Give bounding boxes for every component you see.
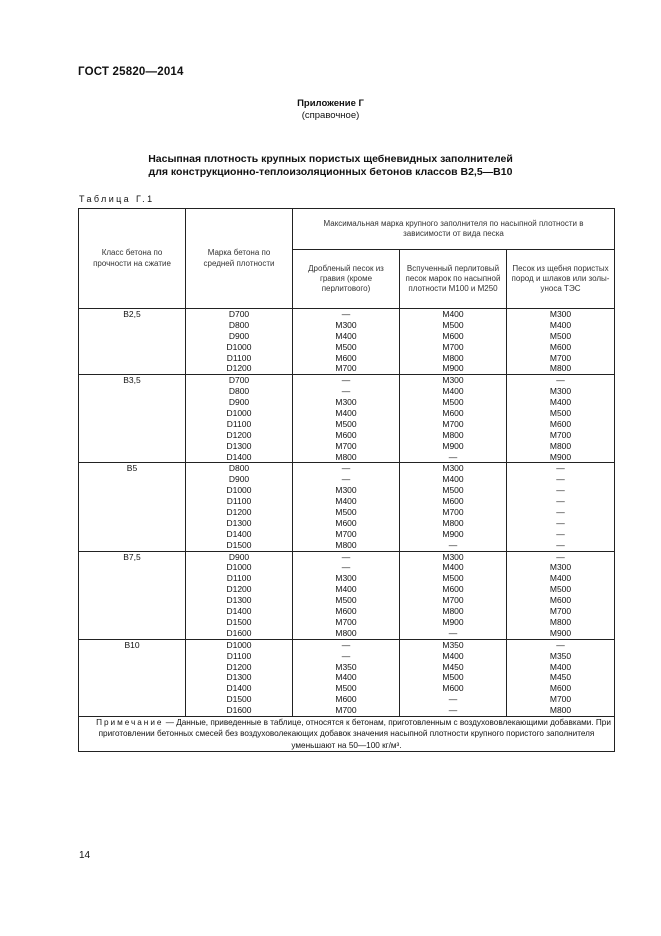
page-number: 14 xyxy=(79,850,91,861)
aggregate-value: М400 xyxy=(549,573,572,584)
aggregate-value: — xyxy=(448,694,458,705)
aggregate-value: М500 xyxy=(442,485,464,496)
aggregate-value: М400 xyxy=(549,397,572,408)
grade-value: D700 xyxy=(228,309,250,319)
header-class xyxy=(79,209,186,309)
aggregate-value: М800 xyxy=(549,440,572,451)
aggregate-value: М400 xyxy=(442,650,464,661)
header-max-grade-text: Максимальная марка крупного заполнителя по насыпной плотности в зависимости от вида песка xyxy=(323,218,584,238)
note-prefix: Примечание xyxy=(96,717,164,727)
table-row xyxy=(79,463,615,551)
grade-value: D1200 xyxy=(226,584,252,595)
header-sand-crushed-text: Дробленый песок из гравия (кроме перлитового) xyxy=(308,263,384,294)
aggregate-value: М500 xyxy=(442,573,464,584)
sand-porous-cell xyxy=(507,375,615,463)
aggregate-value: М300 xyxy=(442,375,464,386)
header-sand-porous xyxy=(507,250,615,309)
aggregate-value: М400 xyxy=(335,408,357,419)
header-grade xyxy=(186,209,293,309)
sand-perlite-cell-lines xyxy=(400,552,506,639)
aggregate-value: М800 xyxy=(549,705,572,716)
aggregate-value: — xyxy=(556,551,565,562)
sand-crushed-cell-lines xyxy=(293,463,399,550)
sand-perlite-cell-lines xyxy=(400,463,506,550)
sand-perlite-cell-lines xyxy=(400,640,506,716)
grade-value: D1000 xyxy=(226,408,252,419)
aggregate-value: М800 xyxy=(335,627,357,638)
header-sand-crushed xyxy=(293,250,400,309)
aggregate-value: М900 xyxy=(442,528,464,539)
aggregate-value: М600 xyxy=(549,341,572,352)
aggregate-value: М900 xyxy=(442,440,464,451)
sand-porous-cell xyxy=(507,309,615,375)
aggregate-value: М700 xyxy=(335,705,357,716)
aggregate-value: М700 xyxy=(549,694,572,705)
aggregate-value: — xyxy=(556,528,565,539)
grade-value: D1300 xyxy=(226,440,252,451)
sand-porous-cell-lines xyxy=(507,309,614,374)
aggregate-value: М500 xyxy=(549,330,572,341)
sand-crushed-cell xyxy=(293,463,400,551)
header-max-grade xyxy=(293,209,615,250)
grade-value: D1400 xyxy=(226,606,252,617)
aggregate-value: М600 xyxy=(442,496,464,507)
aggregate-value: М500 xyxy=(335,595,357,606)
grade-value: D900 xyxy=(228,551,250,562)
aggregate-value: М800 xyxy=(335,539,357,550)
aggregate-value: М300 xyxy=(335,573,357,584)
document-code: ГОСТ 25820—2014 xyxy=(78,66,184,78)
grade-value: D800 xyxy=(228,386,250,397)
sand-perlite-cell-lines xyxy=(400,309,506,374)
header-sand-porous-text: Песок из щебня пористых пород и шлаков или золы-уноса ТЭС xyxy=(511,263,610,294)
appendix-title: Приложение Г xyxy=(297,98,364,109)
sand-perlite-cell xyxy=(400,639,507,716)
header-sand-perlite-text: Вспученный перлитовый песок марок по насыпной плотности М100 и М250 xyxy=(405,263,501,294)
aggregate-value: М450 xyxy=(549,672,572,683)
aggregate-value: — xyxy=(341,639,351,650)
aggregate-value: — xyxy=(341,309,351,319)
aggregate-value: М900 xyxy=(549,451,572,462)
aggregate-value: — xyxy=(448,705,458,716)
class-cell xyxy=(79,551,186,639)
aggregate-value: М700 xyxy=(442,507,464,518)
table-label: Таблица Г.1 xyxy=(79,194,155,204)
aggregate-value: М900 xyxy=(442,616,464,627)
class-cell xyxy=(79,309,186,375)
aggregate-value: — xyxy=(556,639,565,650)
aggregate-value: — xyxy=(556,485,565,496)
grade-cell-lines xyxy=(186,375,292,462)
appendix-subtitle: (справочное) xyxy=(301,109,360,121)
aggregate-value: М700 xyxy=(442,341,464,352)
aggregate-value: М700 xyxy=(335,528,357,539)
grade-cell-lines xyxy=(186,463,292,550)
aggregate-value: М500 xyxy=(335,341,357,352)
grade-value: D1300 xyxy=(226,595,252,606)
sand-porous-cell xyxy=(507,639,615,716)
class-cell-lines xyxy=(79,640,185,651)
class-value: В10 xyxy=(124,639,140,650)
class-cell xyxy=(79,639,186,716)
grade-cell-lines xyxy=(186,552,292,639)
aggregate-value: М350 xyxy=(335,661,357,672)
sand-porous-cell xyxy=(507,551,615,639)
aggregate-value: М400 xyxy=(442,474,464,485)
aggregate-value: М800 xyxy=(335,451,357,462)
grade-value: D1300 xyxy=(226,672,252,683)
sand-perlite-cell xyxy=(400,309,507,375)
grade-value: D1000 xyxy=(226,341,252,352)
aggregate-value: М300 xyxy=(549,562,572,573)
aggregate-value: — xyxy=(556,539,565,550)
grade-value: D1600 xyxy=(226,705,252,716)
aggregate-value: — xyxy=(556,517,565,528)
aggregate-value: — xyxy=(556,507,565,518)
aggregate-value: М600 xyxy=(335,606,357,617)
grade-cell xyxy=(186,375,293,463)
aggregate-value: М700 xyxy=(549,352,572,363)
sand-perlite-cell xyxy=(400,463,507,551)
aggregate-value: М450 xyxy=(442,661,464,672)
aggregate-value: М800 xyxy=(549,616,572,627)
aggregate-value: М600 xyxy=(442,330,464,341)
class-cell-lines xyxy=(79,375,185,386)
grade-value: D1000 xyxy=(226,562,252,573)
grade-cell-lines xyxy=(186,640,292,716)
sand-crushed-cell-lines xyxy=(293,375,399,462)
aggregate-value: М500 xyxy=(442,319,464,330)
note-text: — Данные, приведенные в таблице, относятся к бетонам, приготовленным с воздухововлекающими добавками. При приготовлении бетонных смесей без воздуховолекающих добавок значения насыпной плотности крупного пористого заполнителя уменьшают на 50—100 кг/м³. xyxy=(98,717,611,750)
aggregate-value: — xyxy=(341,474,351,485)
class-value: В2,5 xyxy=(123,309,141,319)
grade-value: D1400 xyxy=(226,683,252,694)
grade-value: D1600 xyxy=(226,627,252,638)
sand-porous-cell xyxy=(507,463,615,551)
appendix-heading xyxy=(0,98,661,121)
table-row xyxy=(79,639,615,716)
aggregate-value: М500 xyxy=(335,683,357,694)
grade-value: D1400 xyxy=(226,528,252,539)
aggregate-value: М400 xyxy=(549,661,572,672)
grade-value: D800 xyxy=(228,319,250,330)
grade-value: D1100 xyxy=(226,418,252,429)
sand-crushed-cell-lines xyxy=(293,552,399,639)
aggregate-value: М300 xyxy=(549,309,572,319)
aggregate-value: М500 xyxy=(549,408,572,419)
header-grade-text: Марка бетона по средней плотности xyxy=(203,248,275,268)
grade-value: D1200 xyxy=(226,429,252,440)
grade-cell xyxy=(186,551,293,639)
grade-value: D1500 xyxy=(226,539,252,550)
sand-porous-cell-lines xyxy=(507,640,614,716)
aggregate-value: М600 xyxy=(335,694,357,705)
aggregate-value: М600 xyxy=(549,418,572,429)
grade-cell-lines xyxy=(186,309,292,374)
grade-value: D1000 xyxy=(226,485,252,496)
grade-value: D900 xyxy=(228,397,250,408)
class-value: В5 xyxy=(126,463,138,474)
aggregate-value: М600 xyxy=(335,517,357,528)
aggregate-value: М700 xyxy=(549,606,572,617)
aggregate-value: — xyxy=(448,627,458,638)
class-cell-lines xyxy=(79,552,185,563)
grade-value: D1200 xyxy=(226,507,252,518)
sand-crushed-cell xyxy=(293,551,400,639)
header-class-text: Класс бетона по прочности на сжатие xyxy=(93,248,171,268)
title-line-2: для конструкционно-теплоизоляционных бетонов классов В2,5—В10 xyxy=(148,166,513,178)
class-value: В7,5 xyxy=(123,551,141,562)
grade-value: D1200 xyxy=(226,363,252,374)
grade-value: D1500 xyxy=(226,616,252,627)
aggregate-value: М600 xyxy=(442,584,464,595)
aggregate-value: М400 xyxy=(335,496,357,507)
aggregate-value: — xyxy=(448,451,458,462)
aggregate-value: М700 xyxy=(549,429,572,440)
aggregate-value: М500 xyxy=(549,584,572,595)
table-row xyxy=(79,551,615,639)
grade-cell xyxy=(186,639,293,716)
aggregate-value: М400 xyxy=(335,672,357,683)
aggregate-value: М400 xyxy=(549,319,572,330)
aggregate-value: М400 xyxy=(442,386,464,397)
aggregate-value: М600 xyxy=(442,683,464,694)
aggregate-value: — xyxy=(341,551,351,562)
aggregate-value: М700 xyxy=(442,418,464,429)
grade-value: D900 xyxy=(228,330,250,341)
grade-value: D1100 xyxy=(226,352,252,363)
grade-value: D1100 xyxy=(226,496,252,507)
header-sand-perlite xyxy=(400,250,507,309)
grade-value: D1100 xyxy=(226,650,252,661)
grade-cell xyxy=(186,309,293,375)
table-row xyxy=(79,375,615,463)
aggregate-value: М600 xyxy=(549,595,572,606)
sand-crushed-cell-lines xyxy=(293,640,399,716)
page-title xyxy=(0,153,661,179)
aggregate-value: М600 xyxy=(335,429,357,440)
sand-perlite-cell xyxy=(400,551,507,639)
aggregate-value: М700 xyxy=(335,363,357,374)
sand-perlite-cell xyxy=(400,375,507,463)
note-cell xyxy=(79,716,615,751)
aggregate-value: М900 xyxy=(549,627,572,638)
class-cell-lines xyxy=(79,463,185,474)
sand-porous-cell-lines xyxy=(507,552,614,639)
aggregate-value: — xyxy=(556,496,565,507)
header-row-1 xyxy=(79,209,615,250)
grade-value: D700 xyxy=(228,375,250,386)
sand-porous-cell-lines xyxy=(507,463,614,550)
aggregate-value: М300 xyxy=(335,319,357,330)
sand-crushed-cell xyxy=(293,639,400,716)
grade-value: D900 xyxy=(228,474,250,485)
aggregate-value: М800 xyxy=(442,606,464,617)
class-cell xyxy=(79,463,186,551)
aggregate-value: М800 xyxy=(549,363,572,374)
aggregate-value: — xyxy=(448,539,458,550)
aggregate-value: М800 xyxy=(442,352,464,363)
class-value: В3,5 xyxy=(123,375,141,386)
grade-value: D800 xyxy=(228,463,250,474)
sand-perlite-cell-lines xyxy=(400,375,506,462)
sand-crushed-cell xyxy=(293,309,400,375)
class-cell xyxy=(79,375,186,463)
aggregate-value: — xyxy=(341,375,351,386)
aggregate-value: М600 xyxy=(442,408,464,419)
title-line-1: Насыпная плотность крупных пористых щебневидных заполнителей xyxy=(148,153,513,165)
aggregate-value: М900 xyxy=(442,363,464,374)
aggregate-value: М500 xyxy=(442,397,464,408)
aggregate-value: — xyxy=(556,463,565,474)
aggregate-value: — xyxy=(341,562,351,573)
grade-value: D1000 xyxy=(226,639,252,650)
aggregate-value: М600 xyxy=(549,683,572,694)
aggregate-value: М300 xyxy=(335,485,357,496)
aggregate-value: М400 xyxy=(335,584,357,595)
aggregate-value: М700 xyxy=(335,616,357,627)
grade-value: D1400 xyxy=(226,451,252,462)
aggregate-value: — xyxy=(341,386,351,397)
aggregate-value: М500 xyxy=(335,418,357,429)
aggregate-value: — xyxy=(556,474,565,485)
table-row xyxy=(79,309,615,375)
grade-value: D1200 xyxy=(226,661,252,672)
aggregate-value: — xyxy=(556,375,565,386)
aggregate-value: М700 xyxy=(335,440,357,451)
aggregate-value: М500 xyxy=(442,672,464,683)
aggregate-value: М800 xyxy=(442,429,464,440)
aggregate-value: М500 xyxy=(335,507,357,518)
aggregate-value: М400 xyxy=(442,309,464,319)
aggregate-value: М400 xyxy=(335,330,357,341)
aggregate-value: М300 xyxy=(549,386,572,397)
note-row xyxy=(79,716,615,751)
sand-crushed-cell xyxy=(293,375,400,463)
aggregate-value: М600 xyxy=(335,352,357,363)
grade-value: D1300 xyxy=(226,517,252,528)
aggregate-value: М800 xyxy=(442,517,464,528)
grade-value: D1500 xyxy=(226,694,252,705)
aggregate-value: М350 xyxy=(549,650,572,661)
aggregate-value: М300 xyxy=(442,551,464,562)
aggregate-value: М700 xyxy=(442,595,464,606)
aggregate-value: — xyxy=(341,463,351,474)
grade-cell xyxy=(186,463,293,551)
grade-value: D1100 xyxy=(226,573,252,584)
aggregate-value: М300 xyxy=(335,397,357,408)
aggregate-value: М300 xyxy=(442,463,464,474)
aggregate-value: М350 xyxy=(442,639,464,650)
aggregate-value: — xyxy=(341,650,351,661)
aggregate-value: М400 xyxy=(442,562,464,573)
class-cell-lines xyxy=(79,309,185,320)
density-table xyxy=(78,208,615,752)
sand-crushed-cell-lines xyxy=(293,309,399,374)
sand-porous-cell-lines xyxy=(507,375,614,462)
table-body xyxy=(79,209,615,752)
